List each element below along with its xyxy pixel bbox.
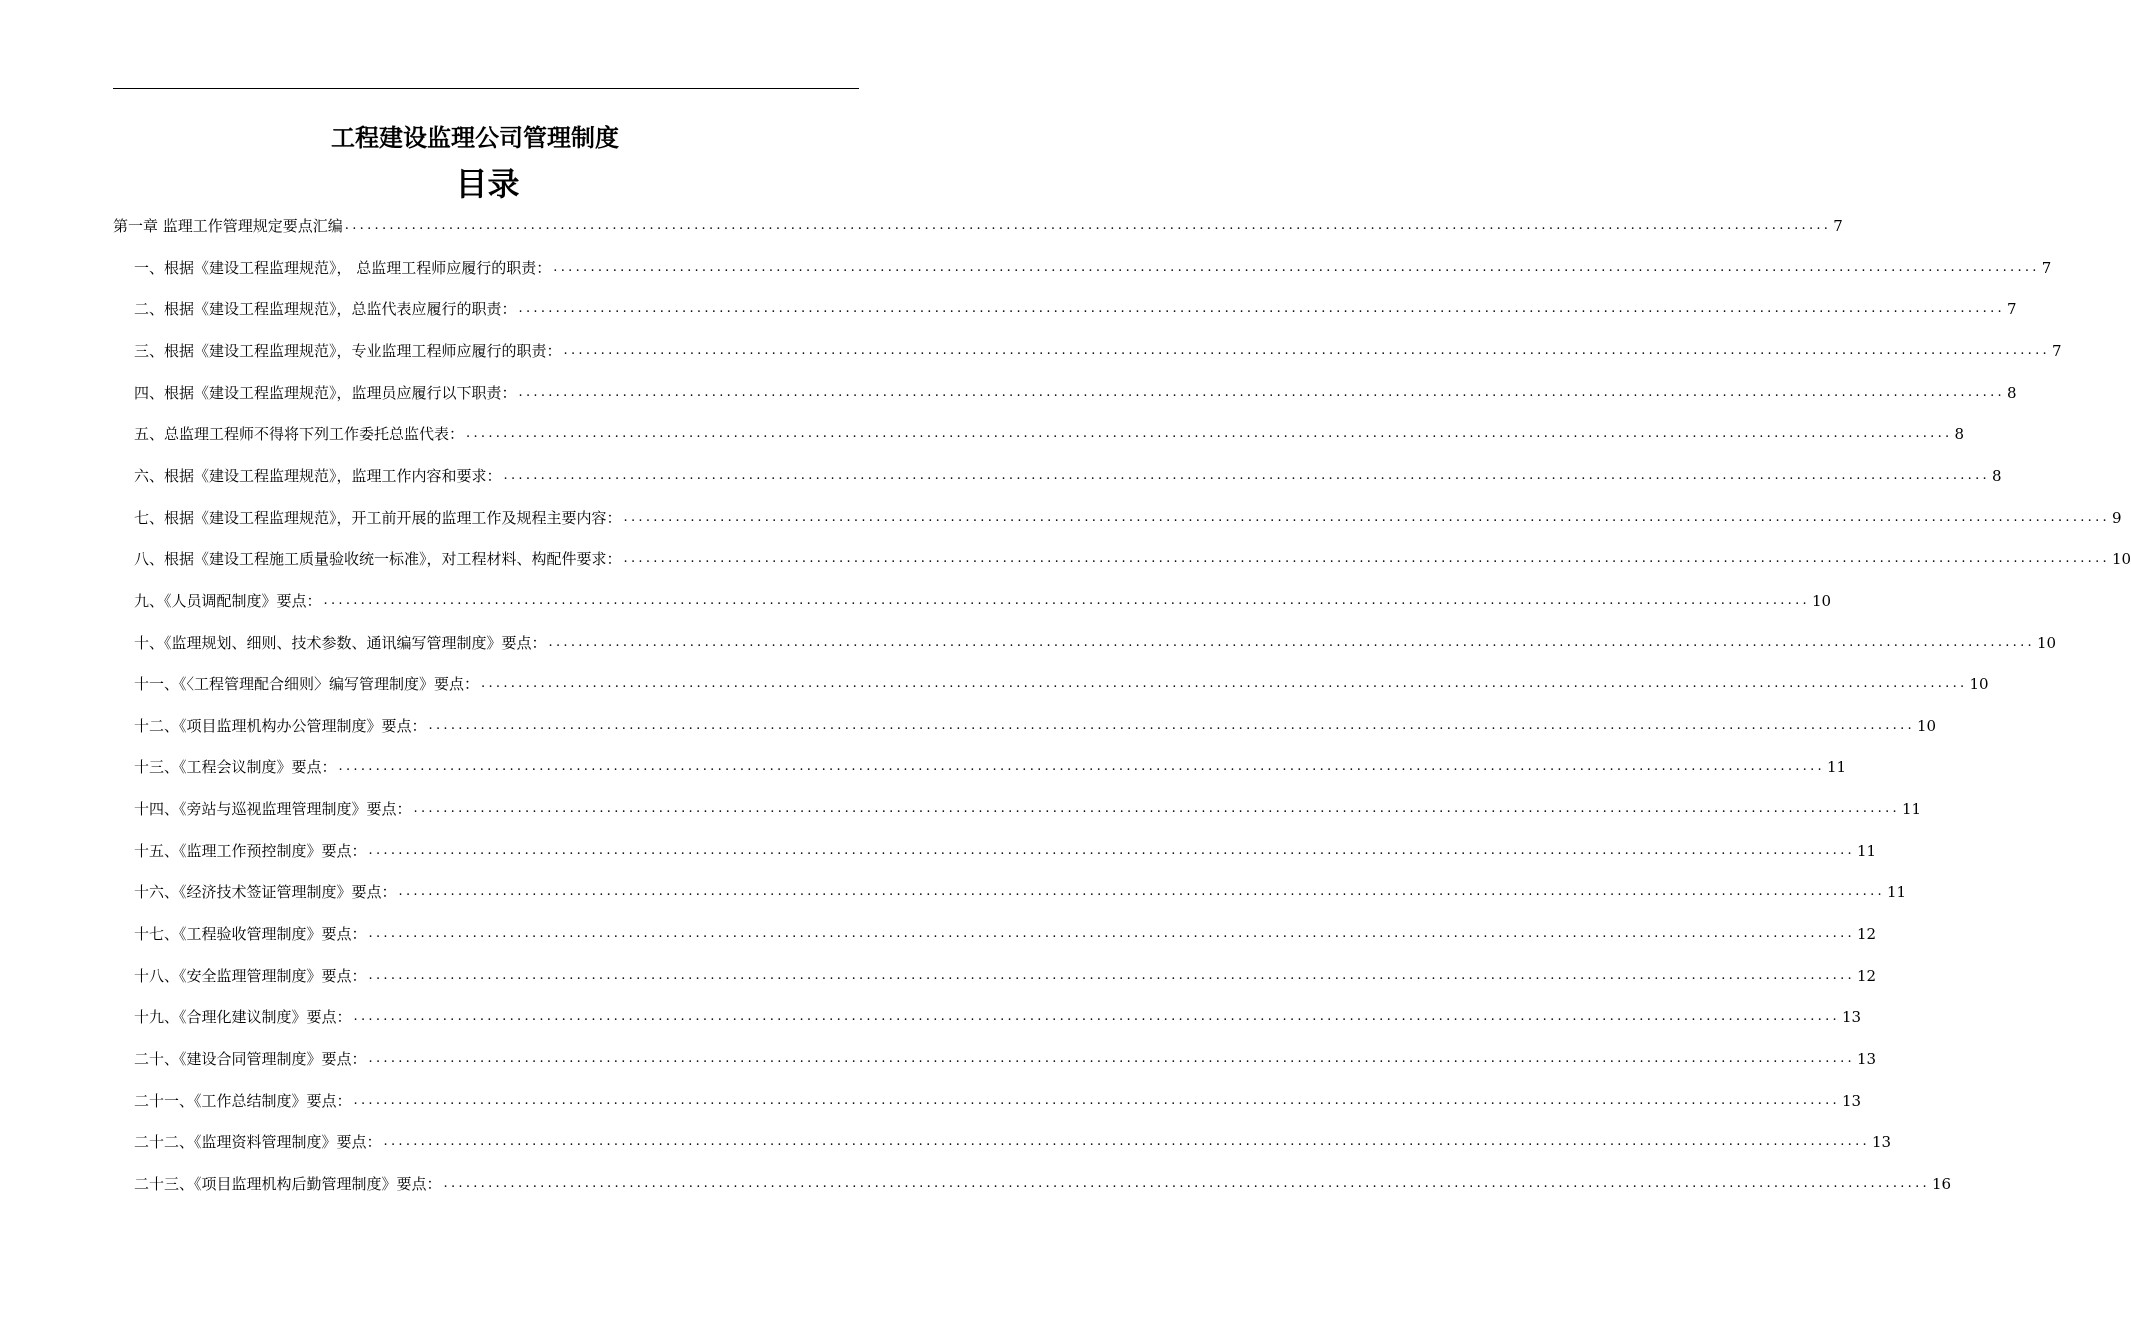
toc-page-number: 7: [2051, 341, 2062, 360]
toc-dot-leader: ........................................................................................................................................................................................................: [368, 842, 1855, 858]
toc-entry[interactable]: [134, 498, 2122, 538]
toc-entry-title: 九、《人员调配制度》要点：: [134, 591, 322, 610]
toc-entry-title: 五、总监理工程师不得将下列工作委托总监代表：: [134, 425, 465, 444]
document-title: 工程建设监理公司管理制度: [331, 124, 619, 152]
toc-page-number: 10: [1811, 591, 1832, 610]
toc-page-number: 11: [1901, 800, 1922, 819]
toc-page-number: 10: [1916, 716, 1937, 735]
toc-entry-title: 二十三、《项目监理机构后勤管理制度》要点：: [134, 1174, 442, 1193]
toc-dot-leader: ........................................................................................................................................................................................................: [503, 467, 1990, 483]
toc-entry-title: 十、《监理规划、细则、技术参数、通讯编写管理制度》要点：: [134, 633, 547, 652]
toc-entry[interactable]: [134, 373, 2017, 413]
toc-entry-title: 一、根据《建设工程监理规范》， 总监理工程师应履行的职责：: [134, 258, 552, 277]
toc-entry[interactable]: [134, 664, 1989, 704]
toc-page-number: 13: [1856, 1050, 1877, 1068]
toc-page-number: 10: [2111, 550, 2131, 569]
toc-page-number: 11: [1886, 883, 1907, 902]
toc-entry[interactable]: [134, 248, 2052, 288]
toc-entry[interactable]: [134, 831, 1877, 871]
toc-page-number: 12: [1856, 925, 1877, 944]
toc-dot-leader: ........................................................................................................................................................................................................: [368, 1051, 1855, 1066]
toc-dot-leader: ........................................................................................................................................................................................................: [338, 759, 1825, 775]
toc-dot-leader: ........................................................................................................................................................................................................: [553, 259, 2040, 275]
toc-entry-title: 十七、《工程验收管理制度》要点：: [134, 925, 367, 944]
toc-dot-leader: ........................................................................................................................................................................................................: [563, 342, 2050, 358]
toc-entry[interactable]: [134, 747, 1847, 787]
toc-entry-title: 二十、《建设合同管理制度》要点：: [134, 1050, 367, 1068]
toc-entry[interactable]: [134, 706, 1937, 746]
toc-dot-leader: ........................................................................................................................................................................................................: [518, 301, 2005, 317]
toc-entry-title: 六、根据《建设工程监理规范》，监理工作内容和要求：: [134, 466, 502, 485]
toc-dot-leader: ........................................................................................................................................................................................................: [428, 717, 1915, 733]
toc-entry-title: 十五、《监理工作预控制度》要点：: [134, 841, 367, 860]
toc-dot-leader: ........................................................................................................................................................................................................: [368, 967, 1855, 983]
toc-entry[interactable]: [134, 414, 1965, 454]
toc-dot-leader: ........................................................................................................................................................................................................: [398, 884, 1885, 900]
toc-dot-leader: ........................................................................................................................................................................................................: [443, 1175, 1930, 1191]
toc-dot-leader: ........................................................................................................................................................................................................: [413, 801, 1900, 817]
toc-entry-title: 二、根据《建设工程监理规范》，总监代表应履行的职责：: [134, 300, 517, 319]
toc-entry[interactable]: [134, 289, 2017, 329]
toc-dot-leader: ........................................................................................................................................................................................................: [344, 218, 1832, 233]
toc-entry[interactable]: [134, 331, 2062, 371]
toc-page-number: 10: [2036, 633, 2057, 652]
toc-entry-title: 十三、《工程会议制度》要点：: [134, 758, 337, 777]
toc-entry-title: 第一章 监理工作管理规定要点汇编: [113, 217, 343, 235]
toc-dot-leader: ........................................................................................................................................................................................................: [518, 384, 2005, 400]
toc-entry-title: 十九、《合理化建议制度》要点：: [134, 1008, 352, 1027]
toc-entry[interactable]: [134, 872, 1907, 912]
toc-entry[interactable]: [134, 997, 1862, 1037]
toc-entry[interactable]: [134, 956, 1877, 996]
toc-page-number: 8: [2006, 383, 2017, 402]
toc-entry-title: 七、根据《建设工程监理规范》，开工前开展的监理工作及规程主要内容：: [134, 508, 622, 527]
toc-heading: 目录: [455, 165, 520, 203]
toc-entry[interactable]: [134, 623, 2057, 663]
toc-entry-title: 十一、《〈工程管理配合细则〉编写管理制度》要点：: [134, 675, 480, 694]
toc-entry-title: 十二、《项目监理机构办公管理制度》要点：: [134, 716, 427, 735]
toc-entry-title: 八、根据《建设工程施工质量验收统一标准》，对工程材料、构配件要求：: [134, 550, 622, 569]
toc-page-number: 11: [1856, 841, 1877, 860]
toc-page-number: 13: [1841, 1008, 1862, 1027]
toc-entry[interactable]: [134, 456, 2002, 496]
toc-page-number: 13: [1841, 1091, 1862, 1110]
toc-page-number: 8: [1954, 425, 1965, 444]
toc-entry-title: 三、根据《建设工程监理规范》，专业监理工程师应履行的职责：: [134, 341, 562, 360]
toc-entry-title: 十六、《经济技术签证管理制度》要点：: [134, 883, 397, 902]
toc-entry[interactable]: [134, 581, 1832, 621]
toc-page-number: 12: [1856, 966, 1877, 985]
toc-entry[interactable]: [134, 1122, 1892, 1162]
toc-page-number: 13: [1871, 1133, 1892, 1152]
toc-dot-leader: ........................................................................................................................................................................................................: [623, 551, 2110, 567]
toc-entry[interactable]: [134, 1039, 1877, 1079]
toc-entry[interactable]: [134, 914, 1877, 954]
toc-entry-title: 十四、《旁站与巡视监理管理制度》要点：: [134, 800, 412, 819]
toc-dot-leader: ........................................................................................................................................................................................................: [383, 1134, 1870, 1150]
toc-dot-leader: ........................................................................................................................................................................................................: [353, 1009, 1840, 1025]
toc-page-number: 7: [2041, 258, 2052, 277]
toc-page-number: 16: [1931, 1174, 1952, 1193]
toc-entry[interactable]: [134, 1081, 1862, 1121]
toc-entry[interactable]: [134, 539, 2131, 579]
toc-dot-leader: ........................................................................................................................................................................................................: [481, 676, 1968, 692]
toc-dot-leader: ........................................................................................................................................................................................................: [353, 1092, 1840, 1108]
toc-entry[interactable]: [134, 789, 1922, 829]
toc-entry-title: 四、根据《建设工程监理规范》，监理员应履行以下职责：: [134, 383, 517, 402]
toc-dot-leader: ........................................................................................................................................................................................................: [548, 634, 2035, 650]
toc-page-number: 7: [1833, 217, 1843, 235]
toc-dot-leader: ........................................................................................................................................................................................................: [368, 926, 1855, 942]
toc-entry-title: 二十一、《工作总结制度》要点：: [134, 1091, 352, 1110]
toc-page-number: 7: [2006, 300, 2017, 319]
toc-entry-title: 二十二、《监理资料管理制度》要点：: [134, 1133, 382, 1152]
toc-chapter-entry[interactable]: [113, 206, 1843, 246]
toc-entry[interactable]: [134, 1164, 1952, 1204]
toc-dot-leader: ........................................................................................................................................................................................................: [466, 426, 1953, 442]
toc-page-number: 8: [1991, 466, 2002, 485]
toc-page-number: 10: [1969, 675, 1989, 694]
toc-entry-title: 十八、《安全监理管理制度》要点：: [134, 966, 367, 985]
toc-page-number: 9: [2111, 508, 2122, 527]
toc-dot-leader: ........................................................................................................................................................................................................: [323, 592, 1810, 608]
header-rule: [113, 88, 859, 89]
toc-dot-leader: ........................................................................................................................................................................................................: [623, 509, 2110, 525]
toc-page-number: 11: [1826, 758, 1847, 777]
